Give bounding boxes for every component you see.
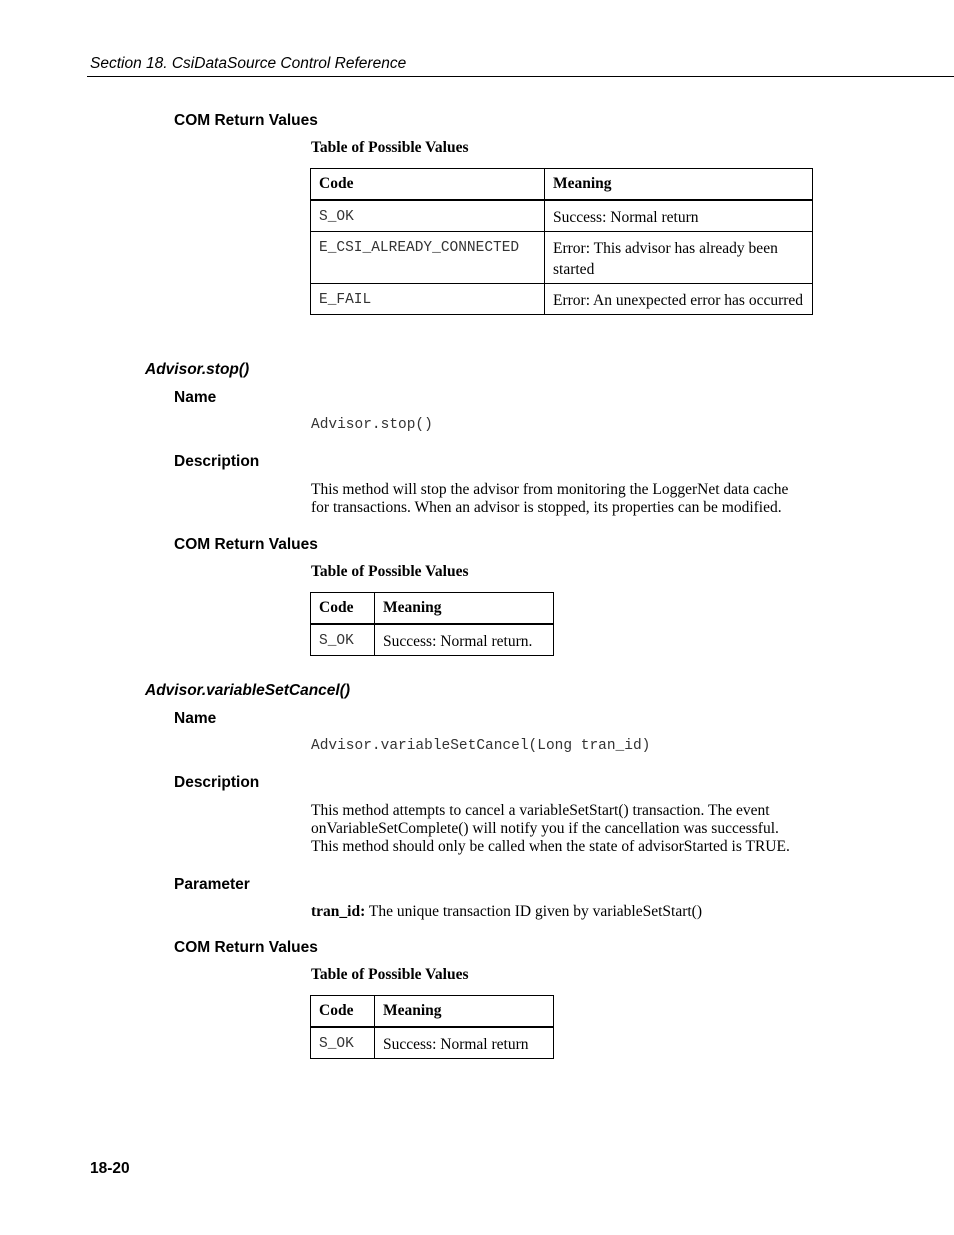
method-title-stop: Advisor.stop() bbox=[145, 361, 250, 378]
column-header-meaning: Meaning bbox=[375, 593, 554, 625]
com-return-values-heading: COM Return Values bbox=[174, 112, 318, 129]
table-caption: Table of Possible Values bbox=[311, 966, 469, 983]
name-heading: Name bbox=[174, 389, 217, 406]
com-return-values-heading: COM Return Values bbox=[174, 939, 318, 956]
description-line: This method will stop the advisor from monitoring the LoggerNet data cache bbox=[311, 481, 789, 498]
stop-return-values-table bbox=[310, 592, 554, 656]
code-cell: E_FAIL bbox=[311, 284, 545, 315]
column-header-meaning: Meaning bbox=[545, 169, 813, 201]
parameter-description: The unique transaction ID given by variableSetStart() bbox=[365, 903, 702, 920]
method-title-variable-set-cancel: Advisor.variableSetCancel() bbox=[145, 682, 351, 699]
description-line: This method should only be called when the state of advisorStarted is TRUE. bbox=[311, 838, 790, 855]
start-return-values-table bbox=[310, 168, 813, 315]
table-header-row bbox=[311, 169, 813, 201]
meaning-cell: Success: Normal return. bbox=[375, 624, 554, 656]
method-signature: Advisor.variableSetCancel(Long tran_id) bbox=[311, 738, 651, 754]
column-header-code: Code bbox=[311, 169, 545, 201]
parameter-name: tran_id: bbox=[311, 903, 366, 920]
method-signature: Advisor.stop() bbox=[311, 417, 433, 433]
column-header-meaning: Meaning bbox=[375, 996, 554, 1028]
description-line: onVariableSetComplete() will notify you if the cancellation was successful. bbox=[311, 820, 779, 837]
page-number: 18-20 bbox=[90, 1160, 130, 1177]
table-header-row bbox=[311, 996, 554, 1028]
description-line: for transactions. When an advisor is stopped, its properties can be modified. bbox=[311, 499, 782, 516]
cancel-return-values-table bbox=[310, 995, 554, 1059]
running-header: Section 18. CsiDataSource Control Reference bbox=[90, 55, 407, 72]
table-caption: Table of Possible Values bbox=[311, 139, 469, 156]
table-header-row bbox=[311, 593, 554, 625]
com-return-values-heading: COM Return Values bbox=[174, 536, 318, 553]
table-row bbox=[311, 1027, 554, 1059]
header-rule bbox=[87, 76, 954, 77]
table-row bbox=[311, 200, 813, 232]
table-row bbox=[311, 232, 813, 284]
name-heading: Name bbox=[174, 710, 217, 727]
table-row bbox=[311, 624, 554, 656]
parameter-heading: Parameter bbox=[174, 876, 250, 893]
code-cell: S_OK bbox=[311, 1027, 375, 1059]
description-paragraph bbox=[311, 802, 790, 856]
column-header-code: Code bbox=[311, 593, 375, 625]
code-cell: S_OK bbox=[311, 624, 375, 656]
meaning-cell: Success: Normal return bbox=[545, 200, 813, 232]
table-caption: Table of Possible Values bbox=[311, 563, 469, 580]
description-heading: Description bbox=[174, 453, 260, 470]
description-paragraph bbox=[311, 481, 788, 517]
meaning-cell: Error: An unexpected error has occurred bbox=[545, 284, 813, 315]
code-cell: S_OK bbox=[311, 200, 545, 232]
table-row bbox=[311, 284, 813, 315]
meaning-cell: Error: This advisor has already been started bbox=[545, 232, 813, 284]
description-line: This method attempts to cancel a variableSetStart() transaction. The event bbox=[311, 802, 770, 819]
column-header-code: Code bbox=[311, 996, 375, 1028]
code-cell: E_CSI_ALREADY_CONNECTED bbox=[311, 232, 545, 284]
parameter-entry bbox=[311, 903, 702, 921]
description-heading: Description bbox=[174, 774, 260, 791]
meaning-cell: Success: Normal return bbox=[375, 1027, 554, 1059]
